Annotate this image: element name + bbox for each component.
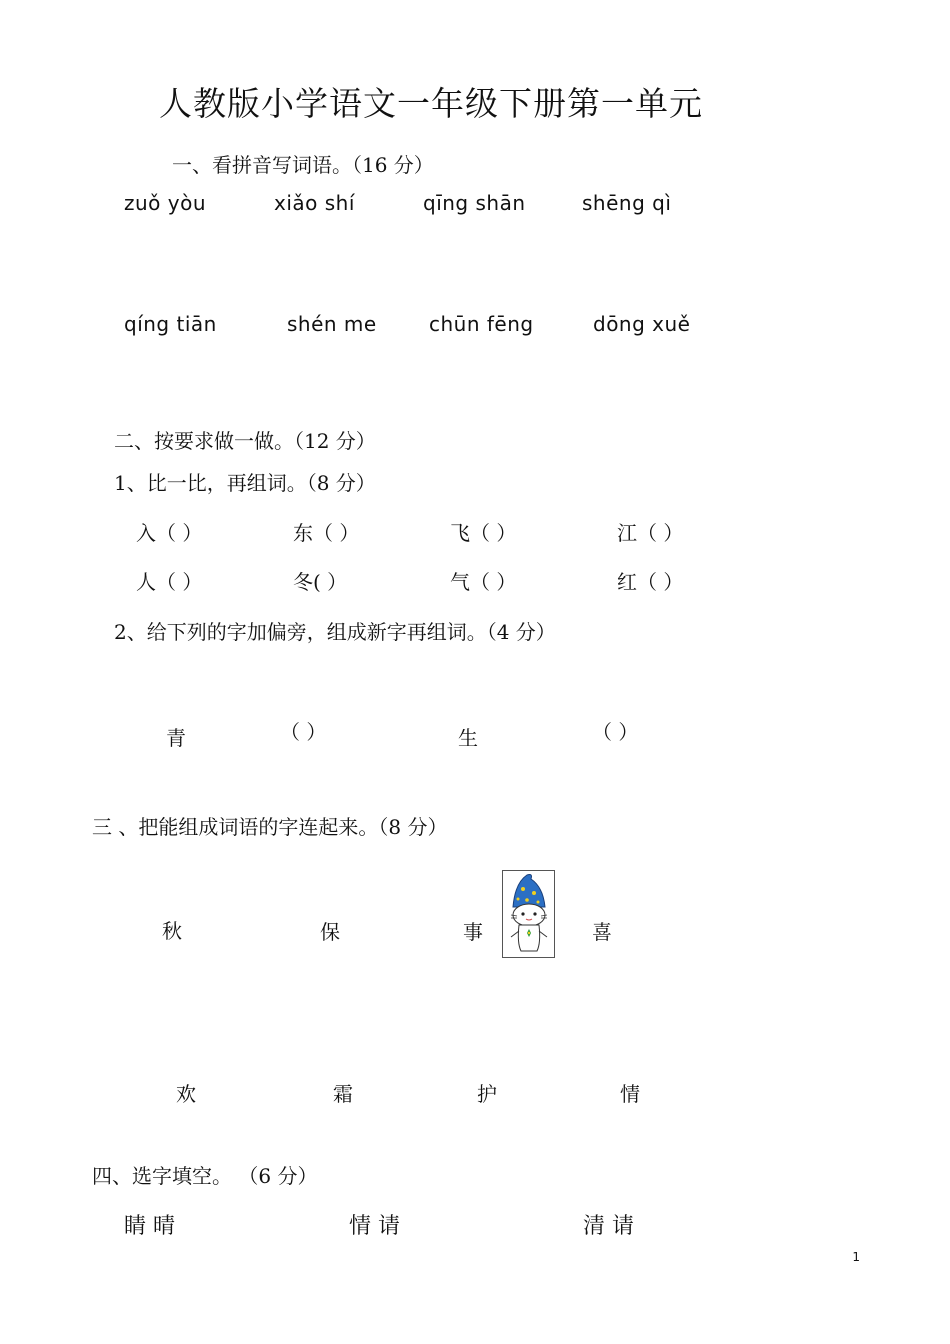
compare-item: 红（ ） (617, 570, 684, 594)
match-character: 喜 (592, 920, 612, 944)
pinyin-item: shén me (287, 312, 377, 336)
compare-item: 江（ ） (617, 521, 684, 545)
pinyin-item: chūn fēng (429, 312, 534, 336)
section-1-heading: 一、看拼音写词语。（16 分） (172, 153, 434, 177)
character-pair: 睛 晴 (124, 1214, 175, 1239)
base-character: 生 (458, 726, 478, 750)
base-character: 青 (166, 726, 186, 750)
section-4-heading: 四、选字填空。 （6 分） (92, 1164, 318, 1188)
pinyin-item: shēng qì (582, 191, 672, 215)
cartoon-cat-illustration (502, 870, 555, 958)
pinyin-item: xiǎo shí (274, 191, 355, 215)
section-3-heading: 三 、把能组成词语的字连起来。（8 分） (92, 815, 448, 839)
compare-item: 人（ ） (136, 570, 203, 594)
character-pair: 情 请 (349, 1214, 400, 1239)
pinyin-item: qīng shān (423, 191, 526, 215)
answer-blank: （ ） (280, 720, 327, 744)
pinyin-item: qíng tiān (124, 312, 217, 336)
match-character: 护 (477, 1082, 497, 1106)
match-character: 保 (320, 920, 340, 944)
compare-item: 东（ ） (293, 521, 360, 545)
section-2-heading: 二、按要求做一做。（12 分） (114, 429, 376, 453)
match-character: 霜 (333, 1082, 353, 1106)
compare-item: 冬( ） (293, 570, 348, 594)
page-title: 人教版小学语文一年级下册第一单元 (159, 84, 703, 123)
pinyin-item: zuǒ yòu (124, 191, 207, 215)
compare-item: 气（ ） (450, 570, 517, 594)
question-2-heading: 2、给下列的字加偏旁，组成新字再组词。（4 分） (114, 620, 556, 644)
match-character: 情 (620, 1082, 640, 1106)
page-number: 1 (852, 1250, 860, 1264)
match-character: 欢 (176, 1082, 196, 1106)
question-1-heading: 1、比一比，再组词。（8 分） (114, 471, 376, 495)
match-character: 事 (463, 920, 483, 944)
compare-item: 飞（ ） (450, 521, 517, 545)
compare-item: 入（ ） (136, 521, 203, 545)
pinyin-item: dōng xuě (593, 312, 691, 336)
answer-blank: （ ） (592, 720, 639, 744)
character-pair: 清 请 (583, 1214, 634, 1239)
match-character: 秋 (162, 919, 182, 943)
